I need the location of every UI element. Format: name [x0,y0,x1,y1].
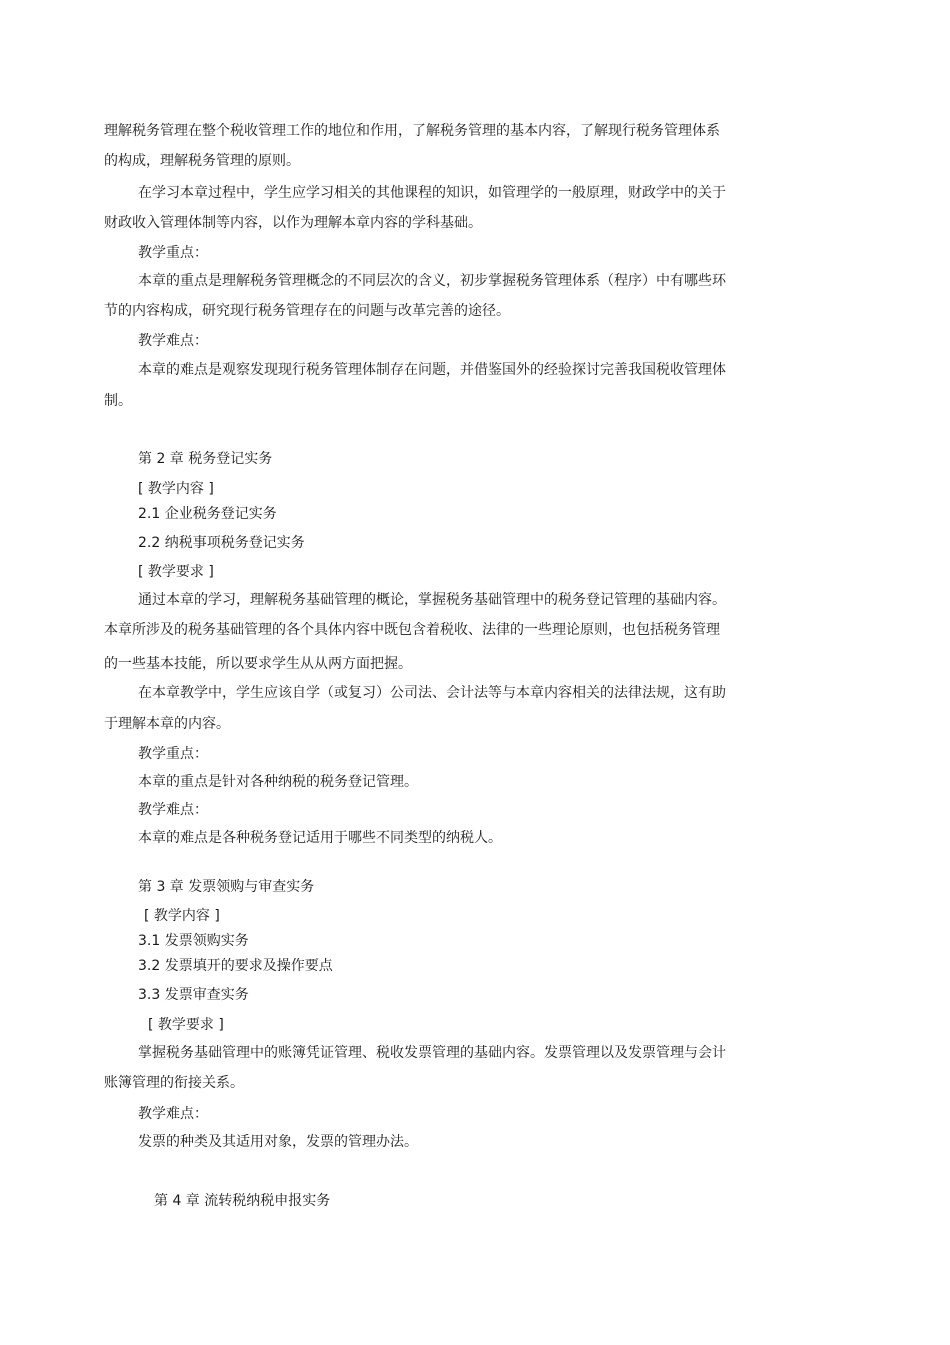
requirements-heading: [ 教学要求 ] [138,564,214,580]
content-item: 2.2 纳税事项税务登记实务 [138,535,305,551]
body-line: 本章所涉及的税务基础管理的各个具体内容中既包含着税收、法律的一些理论原则，也包括税务管理 [104,622,720,638]
body-line: 本章的重点是针对各种纳税的税务登记管理。 [138,774,418,790]
body-line: 的构成，理解税务管理的原则。 [104,153,300,169]
section-label: 教学重点： [138,746,208,762]
body-line: 掌握税务基础管理中的账簿凭证管理、税收发票管理的基础内容。发票管理以及发票管理与会计 [138,1045,726,1061]
body-line: 财政收入管理体制等内容，以作为理解本章内容的学科基础。 [104,215,482,231]
chapter-title: 第 3 章 发票领购与审查实务 [138,879,315,895]
body-line: 发票的种类及其适用对象，发票的管理办法。 [138,1134,418,1150]
content-item: 3.1 发票领购实务 [138,933,249,949]
body-line: 在学习本章过程中，学生应学习相关的其他课程的知识，如管理学的一般原理，财政学中的关于 [138,185,726,201]
section-label: 教学难点： [138,333,208,349]
body-line: 账簿管理的衔接关系。 [104,1075,244,1091]
body-line: 通过本章的学习，理解税务基础管理的概论，掌握税务基础管理中的税务登记管理的基础内容。 [138,592,726,608]
body-line: 本章的难点是观察发现现行税务管理体制存在问题，并借鉴国外的经验探讨完善我国税收管理体 [138,362,726,378]
content-item: 3.2 发票填开的要求及操作要点 [138,958,333,974]
content-item: 2.1 企业税务登记实务 [138,506,277,522]
body-line: 制。 [104,393,132,409]
section-label: 教学重点： [138,245,208,261]
body-line: 于理解本章的内容。 [104,716,230,732]
section-label: 教学难点： [138,802,208,818]
body-line: 本章的重点是理解税务管理概念的不同层次的含义，初步掌握税务管理体系（程序）中有哪些环 [138,273,726,289]
body-line: 理解税务管理在整个税收管理工作的地位和作用，了解税务管理的基本内容，了解现行税务管理体系 [104,123,720,139]
body-line: 在本章教学中，学生应该自学（或复习）公司法、会计法等与本章内容相关的法律法规，这有助 [138,685,726,701]
body-line: 本章的难点是各种税务登记适用于哪些不同类型的纳税人。 [138,830,502,846]
body-line: 的一些基本技能，所以要求学生从从两方面把握。 [104,656,412,672]
content-item: 3.3 发票审查实务 [138,987,249,1003]
body-line: 节的内容构成，研究现行税务管理存在的问题与改革完善的途径。 [104,303,510,319]
chapter-title: 第 2 章 税务登记实务 [138,451,273,467]
section-label: 教学难点： [138,1106,208,1122]
content-heading: [ 教学内容 ] [144,908,220,924]
chapter-title: 第 4 章 流转税纳税申报实务 [154,1193,331,1209]
requirements-heading: [ 教学要求 ] [148,1017,224,1033]
content-heading: [ 教学内容 ] [138,481,214,497]
